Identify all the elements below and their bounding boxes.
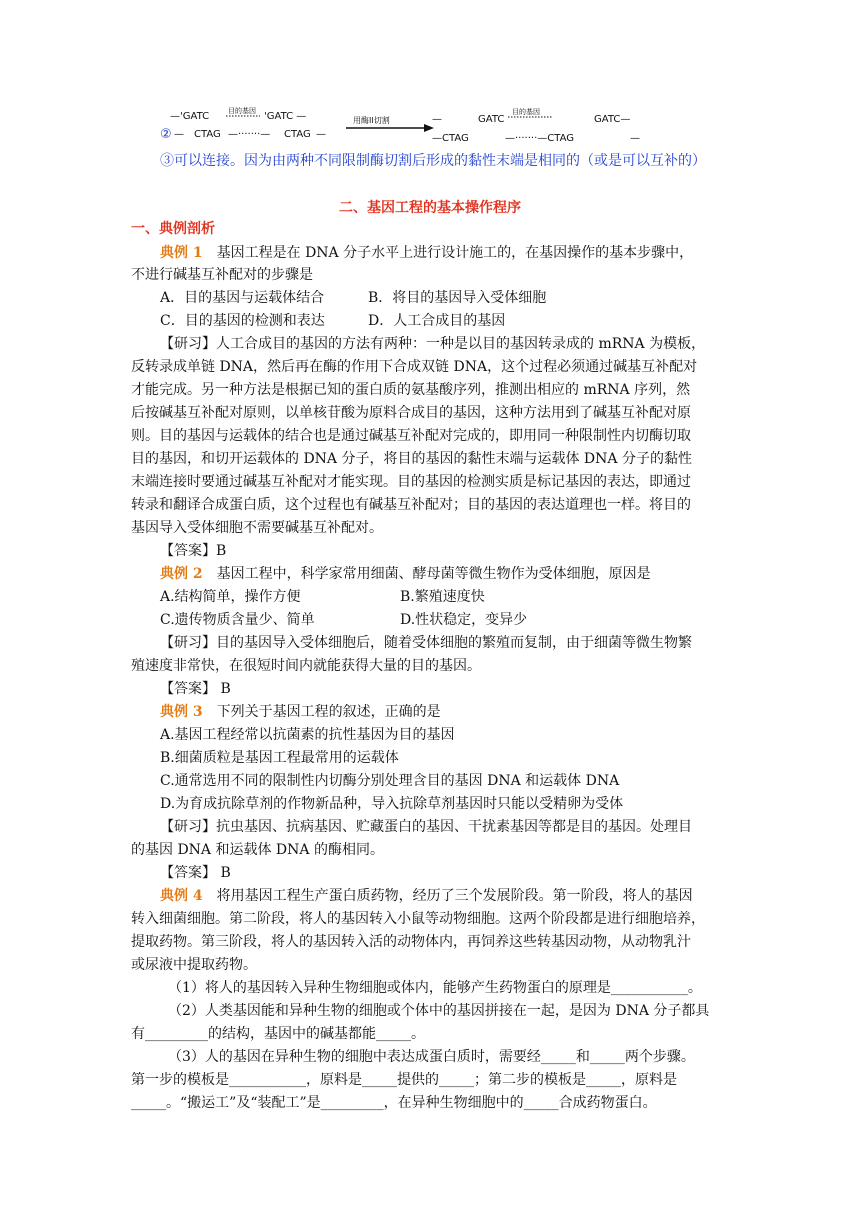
diagram-left-bottom2: CTAG [284,129,311,140]
subsection-title: 一、典例剖析 [131,221,215,237]
diagram-left-top2: 'GATC — [264,111,307,122]
diagram-right-top-gatc2: GATC— [594,114,631,125]
example-1-option-b: B．将目的基因导入受体细胞 [368,290,547,306]
example-4-subquestion-3c: _____。“搬运工”及“装配工”是_________，在异种生物细胞中的_____合成药物蛋白。 [131,1095,657,1111]
example-2-option-a: A.结构简单，操作方便 [160,589,301,605]
example-1-analysis-line: 末端连接时要通过碱基互补配对才能实现。目的基因的检测实质是标记基因的表达，即通过 [131,474,691,490]
example-3-analysis-line: 的基因 DNA 和运载体 DNA 的酶相同。 [131,842,384,858]
example-2-option-b: B.繁殖速度快 [400,589,485,605]
example-2-answer: 【答案】 B [160,681,231,697]
diagram-left-bottom-dash: — [174,129,184,140]
example-1-option-a: A．目的基因与运载体结合 [160,290,325,306]
example-1-analysis-line: 转录和翻译合成蛋白质，这个过程也有碱基互补配对；目的基因的表达道理也一样。将目的 [131,497,691,513]
example-3-option-d: D.为育成抗除草剂的作物新品种，导入抗除草剂基因时只能以受精卵为受体 [160,796,624,812]
diagram-left-bottom: CTAG [194,129,221,140]
diagram-left-bottom-end: — [316,129,326,140]
diagram-target-gene-left: 目的基因 [228,107,256,115]
example-4-subquestion-2a: （2）人类基因能和异种生物的细胞或个体中的基因拼接在一起，是因为 DNA 分子都具 [168,1003,710,1019]
example-1-answer: 【答案】B [160,543,227,559]
example-2-analysis-line: 殖速度非常快，在很短时间内就能获得大量的目的基因。 [131,658,481,674]
example-4-subquestion-3b: 第一步的模板是___________，原料是_____提供的_____；第二步的模板是_____，原料是 [131,1072,677,1088]
example-3-option-b: B.细菌质粒是基因工程最常用的运载体 [160,750,399,766]
example-2-option-d: D.性状稳定，变异少 [400,612,528,628]
example-2-question-text: 基因工程中，科学家常用细菌、酵母菌等微生物作为受体细胞，原因是 [202,566,651,582]
example-1-analysis-line: 目的基因，和切开运载体的 DNA 分子，将目的基因的黏性末端与运载体 DNA 分子的黏性 [131,451,692,467]
diagram-arrowhead [424,124,434,132]
diagram-circle2: ② [160,127,172,142]
example-3-analysis-line: 【研习】抗虫基因、抗病基因、贮藏蛋白的基因、干扰素基因等都是目的基因。处理目 [160,819,692,835]
example-4-subquestion-3a: （3）人的基因在异种生物的细胞中表达成蛋白质时，需要经_____和_____两个步骤。 [168,1049,695,1065]
example-1-analysis-line: 基因导入受体细胞不需要碱基互补配对。 [131,520,383,536]
example-4-label: 典例 4 [160,888,203,904]
example-3-label: 典例 3 [160,704,203,720]
example-2-analysis-line: 【研习】目的基因导入受体细胞后，随着受体细胞的繁殖而复制，由于细菌等微生物繁 [160,635,692,651]
example-1-analysis-line: 【研习】人工合成目的基因的方法有两种：一种是以目的基因转录成的 mRNA 为模板， [160,336,706,352]
example-1-analysis-line: 反转录成单链 DNA，然后再在酶的作用下合成双链 DNA，这个过程必须通过碱基互补配对 [131,359,698,375]
diagram-right-bottom-ctag: —CTAG [432,133,469,144]
example-3-answer: 【答案】 B [160,865,231,881]
example-3-question [160,703,760,722]
example-3-option-a: A.基因工程经常以抗菌素的抗性基因为目的基因 [160,727,455,743]
example-1-option-d: D．人工合成目的基因 [368,313,506,329]
example-3-option-c: C.通常选用不同的限制性内切酶分别处理含目的基因 DNA 和运载体 DNA [160,773,620,789]
example-4-question-line: 提取药物。第三阶段，将人的基因转入活的动物体内，再饲养这些转基因动物，从动物乳汁 [131,934,691,950]
example-2-question [160,565,760,584]
diagram-left-top: —'GATC [170,111,210,122]
example-1-analysis-line: 则。目的基因与运载体的结合也是通过碱基互补配对完成的，即用同一种限制性内切酶切取 [131,428,691,444]
example-1-analysis-line: 才能完成。另一种方法是根据已知的蛋白质的氨基酸序列，推测出相应的 mRNA 序列，然 [131,382,691,398]
example-4-question-text: 将用基因工程生产蛋白质药物，经历了三个发展阶段。第一阶段，将人的基因 [202,888,693,904]
example-2-label: 典例 2 [160,566,203,582]
sticky-end-diagram [160,104,660,146]
example-2-option-c: C.遗传物质含量少、简单 [160,612,315,628]
example-1-option-c: C．目的基因的检测和表达 [160,313,325,329]
example-4-question-line: 转入细菌细胞。第二阶段，将人的基因转入小鼠等动物细胞。这两个阶段都是进行细胞培养， [131,911,705,927]
diagram-enzyme-label: 用酶II切割 [353,116,390,125]
diagram-right-bottom-dash: — [630,133,640,144]
example-3-question-text: 下列关于基因工程的叙述，正确的是 [202,704,441,720]
example-1-label: 典例 1 [160,245,203,261]
example-4-question-line: 或尿液中提取药物。 [131,957,257,973]
diagram-right-top-gatc: GATC [478,114,505,125]
example-1-question-line-2: 不进行碱基互补配对的步骤是 [131,267,313,283]
diagram-left-bottom-dots: —·······— [228,129,271,140]
example-1-question-text: 基因工程是在 DNA 分子水平上进行设计施工的，在基因操作的基本步骤中， [202,245,694,261]
example-1-analysis-line: 后按碱基互补配对原则，以单核苷酸为原料合成目的基因，这种方法用到了碱基互补配对原 [131,405,691,421]
example-1-question-line-1 [160,244,760,263]
diagram-target-gene-right: 目的基因 [512,108,540,116]
example-4-subquestion-1: （1）将人的基因转入异种生物细胞或体内，能够产生药物蛋白的原理是___________。 [168,980,702,996]
example-4-question-line-1 [160,887,760,906]
diagram-right-top-dash: — [432,114,442,125]
example-4-subquestion-2b: 有_________的结构，基因中的碱基都能_____。 [131,1026,425,1042]
diagram-right-bottom-mid: —·······—CTAG [505,133,574,144]
section-title: 二、基因工程的基本操作程序 [339,200,521,216]
answer-line-3: ③可以连接。因为由两种不同限制酶切割后形成的黏性末端是相同的（或是可以互补的） [160,153,706,169]
